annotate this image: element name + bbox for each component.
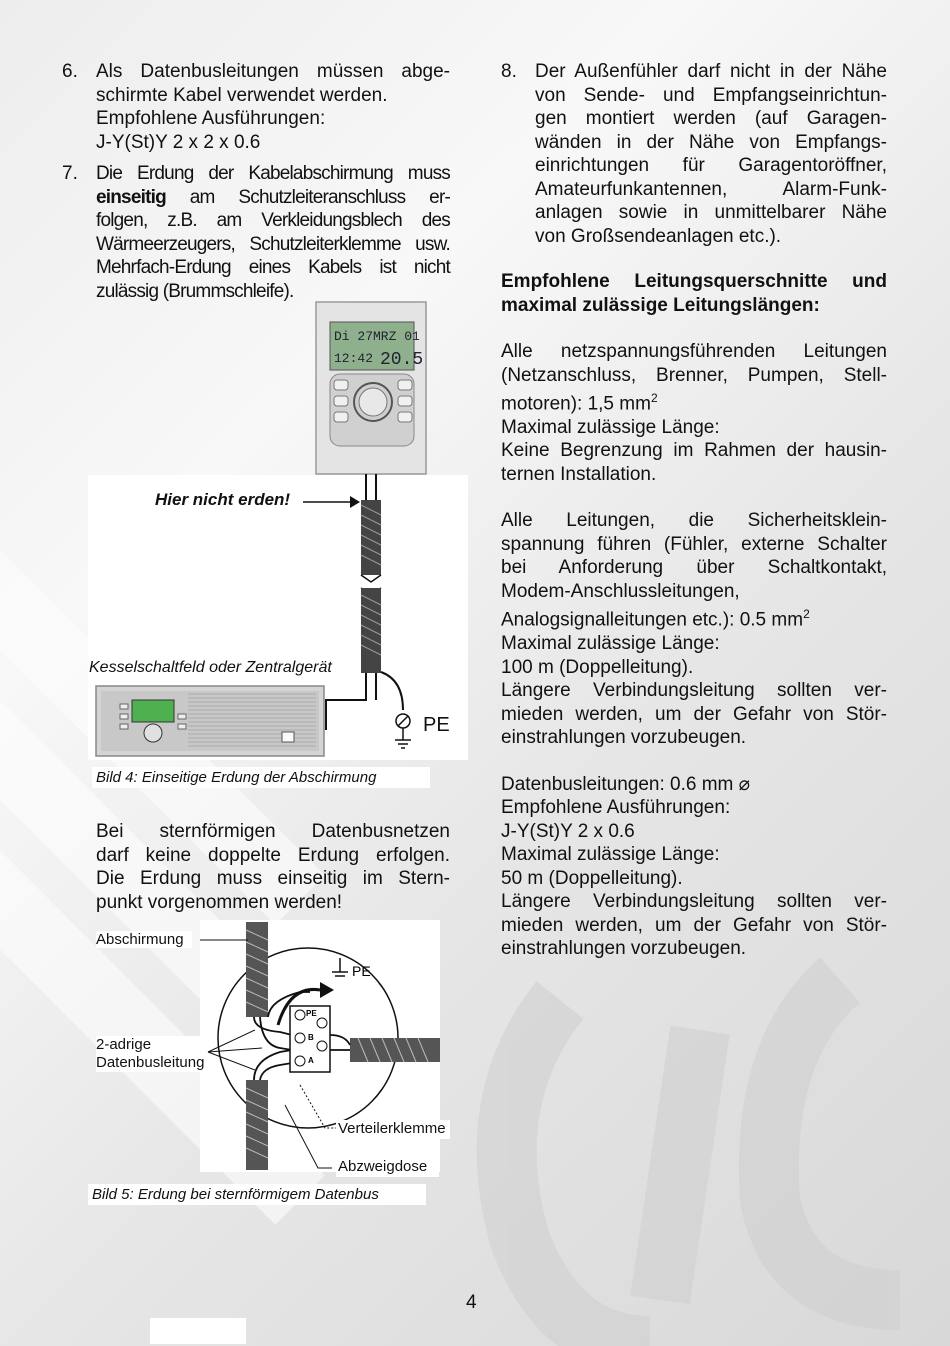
terminal-b-label: B [308,1033,314,1042]
text-line: wänden in der Nähe von Empfangs- [535,131,887,153]
heading-line: maximal zulässige Leitungslängen: [501,294,820,316]
list-number: 6. [62,61,78,82]
text-line: von Großsendeanlagen etc.). [535,225,782,247]
superscript: 2 [650,391,658,405]
display-line1: Di 27MRZ 01 [334,329,420,344]
text-line: einrichtungen für Garagentoröffner, [535,155,887,176]
heading-line: Empfohlene Leitungsquerschnitte und [501,271,887,292]
text-line: spannung führen (Fühler, externe Schalter [501,533,887,555]
list-text [96,162,450,303]
paragraph-databus-cables [501,773,887,961]
list-item-7 [62,162,450,303]
text-line: Längere Verbindungsleitung sollten ver- [501,891,887,913]
verteilerklemme-label: Verteilerklemme [336,1120,450,1139]
text-fragment: am Schutzleiteranschluss er- [165,186,450,208]
text-line: Mehrfach-Erdung eines Kabels ist nicht [96,257,450,278]
figure-4-diagram [88,300,478,760]
right-column [501,60,887,961]
text-line: J-Y(St)Y 2 x 0.6 [501,820,635,842]
text-line: Empfohlene Ausführungen: [96,108,326,129]
page-number: 4 [466,1292,477,1313]
display-temp: 20.5 [380,350,424,370]
text-line: zulässig (Brummschleife). [96,280,294,302]
text-line: darf keine doppelte Erdung erfolgen. [96,844,450,866]
text-line: Wärmeerzeugers, Schutzleiterklemme usw. [96,233,450,255]
text-line: punkt vorgenommen werden! [96,891,343,913]
shielded-cable-horizontal [350,1038,440,1062]
text-line: Bei sternförmigen Datenbusnetzen [96,821,450,842]
boiler-control-panel [96,686,324,756]
text-line: Längere Verbindungsleitung sollten ver- [501,680,887,702]
section-heading [501,270,887,317]
text-line [96,186,450,210]
text-line: Als Datenbusleitungen müssen abge- [96,61,450,82]
text-line: Empfohlene Ausführungen: [501,797,731,819]
text-fragment: Analogsignalleitungen etc.): 0.5 mm [501,609,804,631]
label-line: 2-adrige [96,1036,152,1053]
text-line: J-Y(St)Y 2 x 2 x 0.6 [96,131,261,153]
text-line: einstrahlungen vorzubeugen. [501,938,747,960]
text-line: mieden werden, um der Gefahr von Stör- [501,703,887,725]
terminal-pe-label: PE [306,1009,317,1018]
display-line2: 12:42 [334,351,374,366]
paragraph-mains-cables [501,340,887,486]
text-line: 50 m (Doppelleitung). [501,867,683,889]
text-line: Alle Leitungen, die Sicherheitsklein- [501,510,887,532]
terminal-a-label: A [308,1056,314,1065]
text-line: schirmte Kabel verwendet werden. [96,84,388,106]
text-line: (Netzanschluss, Brenner, Pumpen, Stell- [501,364,887,386]
text-line: Maximal zulässige Länge: [501,416,720,438]
text-line: von Sende- und Empfangseinrichtun- [535,84,887,106]
list-text [96,60,450,154]
list-item-6 [62,60,450,154]
text-line: 100 m (Doppelleitung). [501,656,694,678]
left-column [62,60,450,303]
text-line: Maximal zulässige Länge: [501,844,720,866]
pe-label: PE [420,714,468,741]
text-line: Der Außenfühler darf nicht in der Nähe [535,61,887,82]
text-line [501,387,887,416]
text-fragment: motoren): 1,5 mm [501,393,651,415]
text-line: Maximal zulässige Länge: [501,633,720,655]
text-line: Die Erdung muss einseitig im Stern- [96,868,450,889]
text-line: folgen, z.B. am Verkleidungsblech des [96,210,450,231]
star-topology-paragraph [96,820,450,914]
distribution-terminal [290,1006,330,1072]
paragraph-low-voltage-cables [501,509,887,749]
text-line: mieden werden, um der Gefahr von Stör- [501,914,887,936]
pe-label: PE [352,963,371,979]
wall-controller [316,302,426,474]
list-number: 8. [501,61,517,82]
text-line: Keine Begrenzung im Rahmen der hausin- [501,440,887,462]
superscript: 2 [803,607,810,622]
bold-word: einseitig [96,186,166,208]
text-line: gen montiert werden (auf Garagen- [535,108,887,129]
datenbusleitung-label [96,1036,204,1072]
text-line: Amateurfunkantennen, Alarm-Funk- [535,178,887,200]
hier-nicht-erden-label: Hier nicht erden! [155,490,291,509]
text-line: anlagen sowie in unmittelbarer Nähe [535,202,887,223]
text-line [501,603,887,632]
text-line: Datenbusleitungen: 0.6 mm ⌀ [501,773,751,795]
kesselschaltfeld-label: Kesselschaltfeld oder Zentralgerät [89,659,332,676]
abschirmung-label: Abschirmung [96,931,192,948]
list-text [535,60,887,248]
list-item-8 [501,60,887,248]
text-line: einstrahlungen vorzubeugen. [501,727,747,749]
label-line: Datenbusleitung [96,1054,205,1071]
text-line: ternen Installation. [501,463,657,485]
text-line: Modem-Anschlussleitungen, [501,580,740,602]
text-line: Die Erdung der Kabelabschirmung muss [96,163,450,184]
abzweigdose-label: Abzweigdose [336,1158,439,1177]
figure-4-caption: Bild 4: Einseitige Erdung der Abschirmung [92,767,430,788]
text-line: bei Anforderung über Schaltkontakt, [501,557,887,579]
text-line: Alle netzspannungsführenden Leitungen [501,341,887,362]
figure-5-caption: Bild 5: Erdung bei sternförmigem Datenbus [88,1184,426,1205]
list-number: 7. [62,163,78,184]
